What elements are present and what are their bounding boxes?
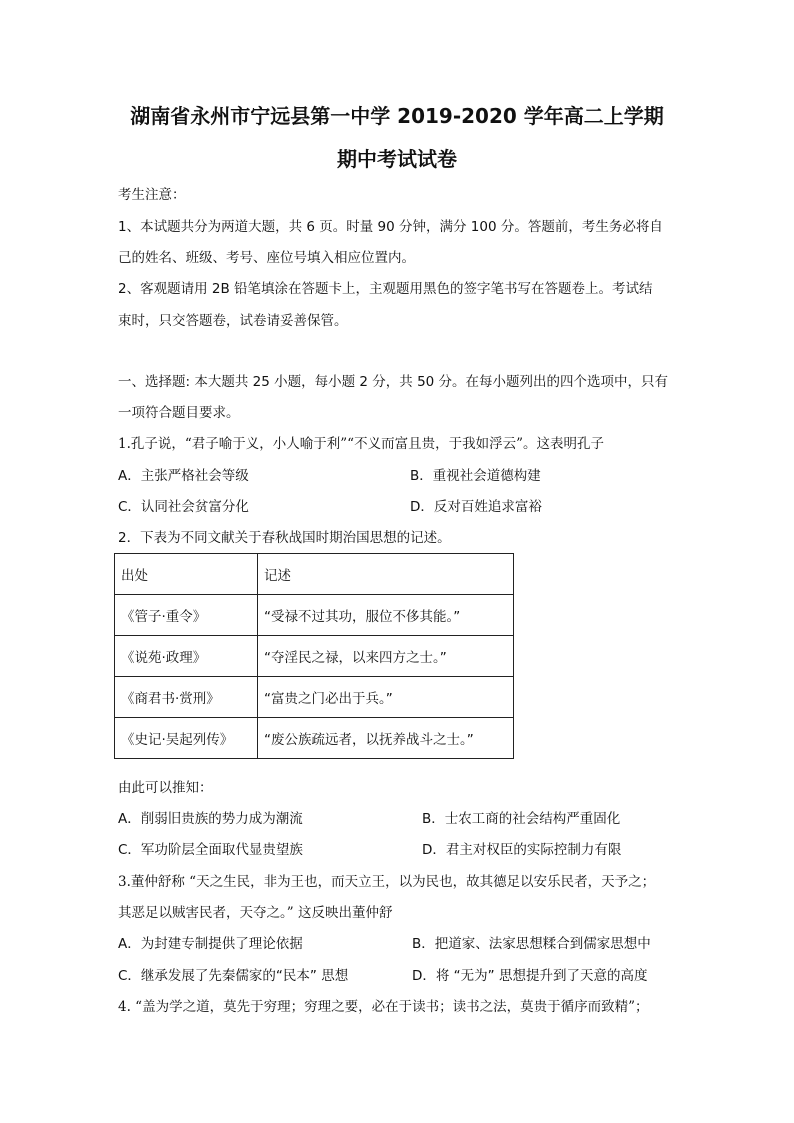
notice-item-2-line-2: 束时，只交答题卷，试卷请妥善保管。 — [118, 313, 348, 329]
q3-option-c: C．继承发展了先秦儒家的“民本” 思想 — [118, 968, 349, 984]
table-cell-record: “夺淫民之禄，以来四方之士。” — [258, 636, 514, 677]
q2-option-d: D．君主对权臣的实际控制力有限 — [422, 842, 622, 858]
section-1-intro-line-1: 一、选择题: 本大题共 25 小题，每小题 2 分，共 50 分。在每小题列出的四个选项中，只有 — [118, 374, 669, 390]
q1-option-b: B．重视社会道德构建 — [410, 468, 541, 484]
q3-stem-line-1: 3.董仲舒称 “天之生民，非为王也，而天立王，以为民也，故其德足以安乐民者，天予之； — [118, 874, 656, 890]
table-row — [115, 595, 514, 636]
q1-option-d: D．反对百姓追求富裕 — [410, 499, 542, 515]
table-cell-record: “受禄不过其功，服位不侈其能。” — [258, 595, 514, 636]
q2-source-table — [114, 553, 514, 759]
notice-item-1-line-1: 1、本试题共分为两道大题，共 6 页。时量 90 分钟，满分 100 分。答题前，考生务必将自 — [118, 219, 663, 235]
table-header-record: 记述 — [258, 554, 514, 595]
q2-conclusion: 由此可以推知： — [118, 780, 213, 796]
q3-stem-line-2: 其恶足以贼害民者，天夺之。” 这反映出董仲舒 — [118, 905, 393, 921]
exam-title-line-2: 期中考试试卷 — [337, 147, 457, 171]
exam-title-line-1: 湖南省永州市宁远县第一中学 2019-2020 学年高二上学期 — [130, 104, 664, 128]
q1-option-c: C．认同社会贫富分化 — [118, 499, 249, 515]
q3-option-a: A．为封建专制提供了理论依据 — [118, 936, 303, 952]
notice-heading: 考生注意： — [118, 187, 186, 203]
table-row — [115, 718, 514, 759]
table-row — [115, 636, 514, 677]
q4-stem-line-1: 4. “盖为学之道，莫先于穷理；穷理之要，必在于读书；读书之法，莫贵于循序而致精”； — [118, 999, 649, 1015]
table-header-row — [115, 554, 514, 595]
table-cell-record: “富贵之门必出于兵。” — [258, 677, 514, 718]
table-cell-record: “废公族疏远者，以抚养战斗之士。” — [258, 718, 514, 759]
q1-option-a: A．主张严格社会等级 — [118, 468, 249, 484]
table-row — [115, 677, 514, 718]
table-cell-source: 《说苑·政理》 — [115, 636, 258, 677]
q2-stem: 2．下表为不同文献关于春秋战国时期治国思想的记述。 — [118, 530, 451, 546]
notice-item-1-line-2: 己的姓名、班级、考号、座位号填入相应位置内。 — [118, 250, 415, 266]
table-cell-source: 《商君书·赏刑》 — [115, 677, 258, 718]
q3-option-d: D．将 “无为” 思想提升到了天意的高度 — [412, 968, 648, 984]
notice-item-2-line-1: 2、客观题请用 2B 铅笔填涂在答题卡上，主观题用黑色的签字笔书写在答题卷上。考试结 — [118, 281, 653, 297]
table-cell-source: 《管子·重令》 — [115, 595, 258, 636]
q2-option-a: A．削弱旧贵族的势力成为潮流 — [118, 811, 303, 827]
q1-stem: 1.孔子说，“君子喻于义，小人喻于利”“不义而富且贵，于我如浮云”。这表明孔子 — [118, 436, 604, 452]
q2-option-c: C．军功阶层全面取代显贵望族 — [118, 842, 303, 858]
table-header-source: 出处 — [115, 554, 258, 595]
section-1-intro-line-2: 一项符合题目要求。 — [118, 405, 240, 421]
q3-option-b: B．把道家、法家思想糅合到儒家思想中 — [412, 936, 651, 952]
q2-option-b: B．士农工商的社会结构严重固化 — [422, 811, 621, 827]
table-cell-source: 《史记·吴起列传》 — [115, 718, 258, 759]
